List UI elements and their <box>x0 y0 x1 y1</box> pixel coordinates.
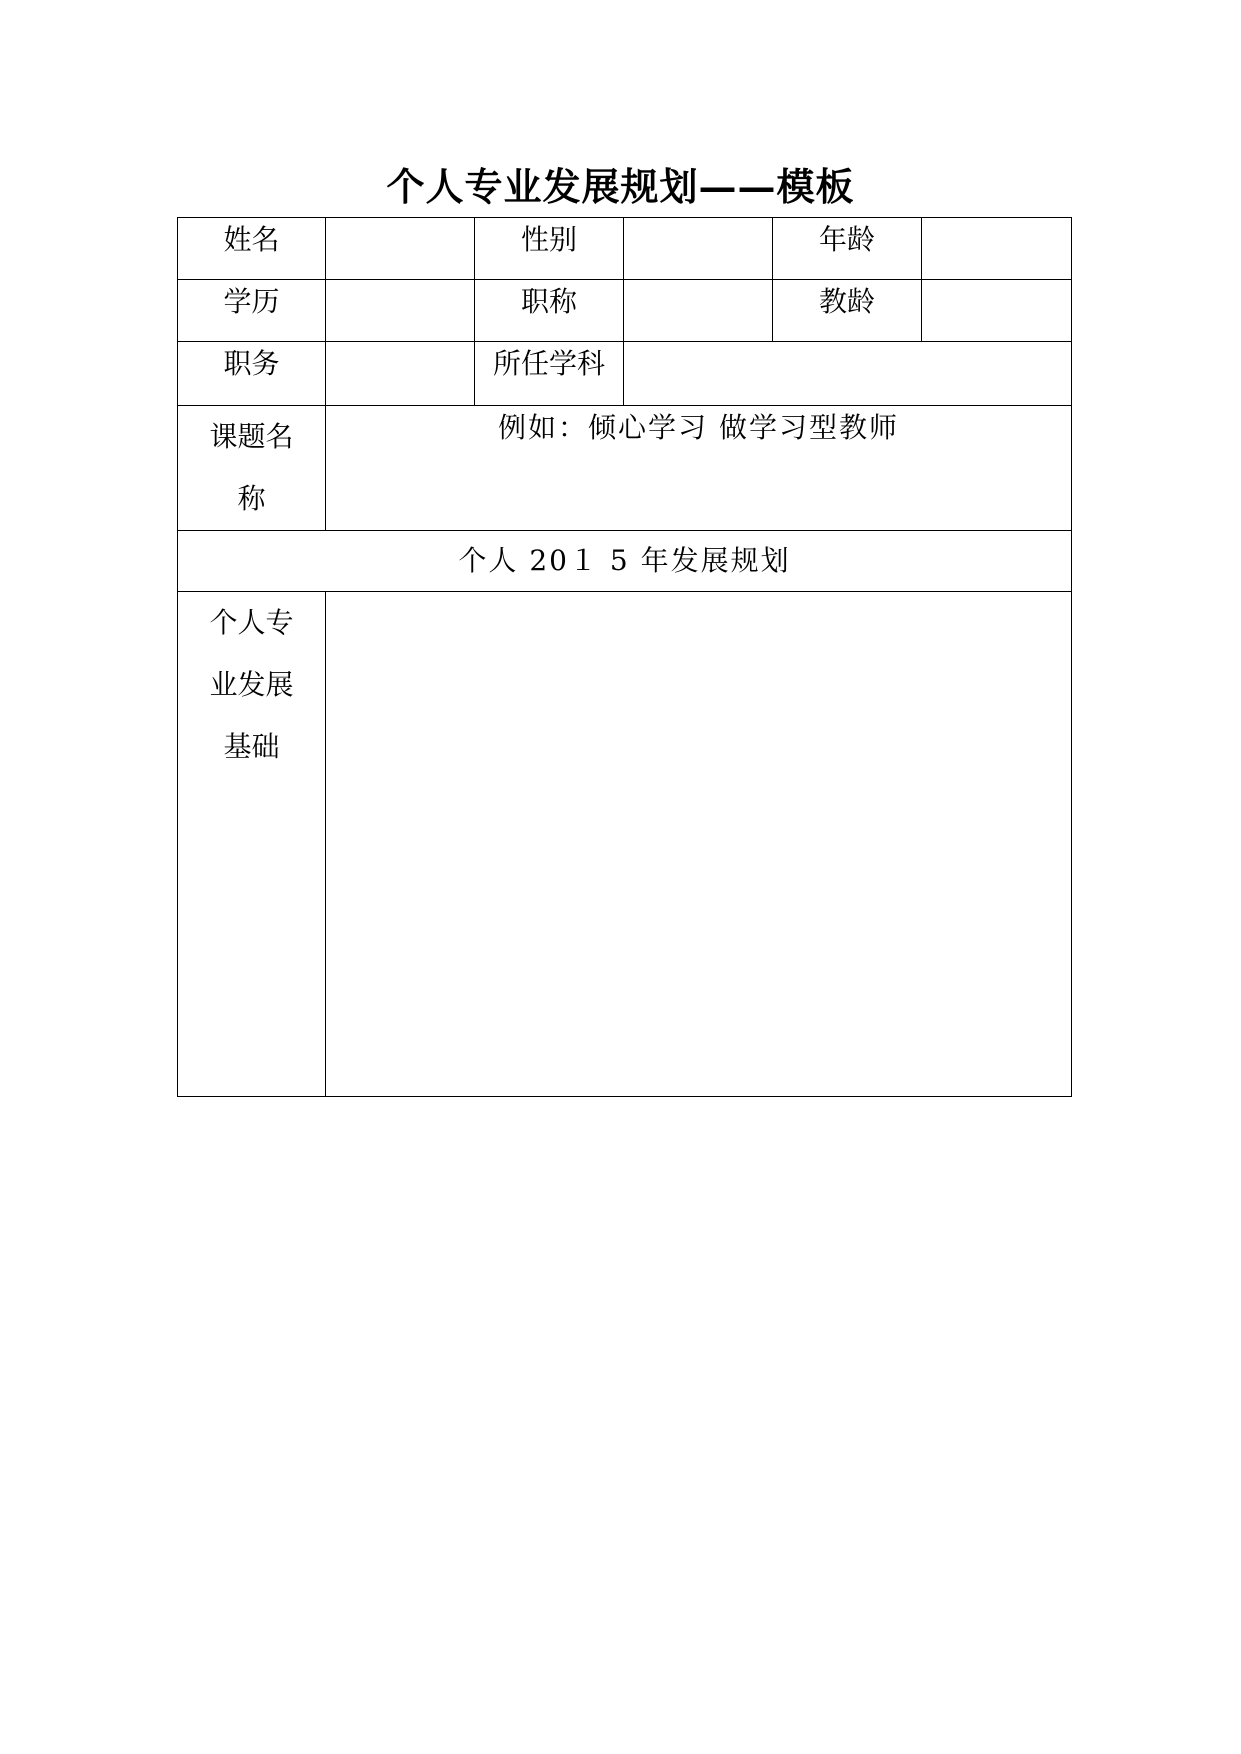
position-label: 职务 <box>178 342 326 406</box>
teaching-age-field[interactable] <box>922 280 1072 342</box>
topic-label-line2: 称 <box>237 482 266 515</box>
gender-label: 性别 <box>475 218 624 280</box>
page-title: 个人专业发展规划——模板 <box>386 164 855 209</box>
education-label: 学历 <box>178 280 326 342</box>
basis-label-line2: 业发展 <box>209 668 294 701</box>
education-field[interactable] <box>326 280 475 342</box>
subject-field[interactable] <box>624 342 1072 406</box>
age-field[interactable] <box>922 218 1072 280</box>
basis-field[interactable] <box>326 592 1072 1097</box>
teaching-age-label: 教龄 <box>773 280 922 342</box>
plan-form-table <box>177 217 1072 1097</box>
professional-title-field[interactable] <box>624 280 773 342</box>
section-title <box>178 531 1072 592</box>
age-label: 年龄 <box>773 218 922 280</box>
professional-title-label: 职称 <box>475 280 624 342</box>
name-field[interactable] <box>326 218 475 280</box>
topic-field[interactable] <box>326 406 1072 531</box>
topic-label-line1: 课题名 <box>209 420 294 453</box>
topic-label <box>178 406 326 531</box>
topic-example-text: 例如：倾心学习 做学习型教师 <box>498 411 899 444</box>
subject-label: 所任学科 <box>475 342 624 406</box>
name-label: 姓名 <box>178 218 326 280</box>
basis-label <box>178 592 326 1097</box>
basis-label-line1: 个人专 <box>209 606 294 639</box>
basis-label-line3: 基础 <box>223 730 280 763</box>
gender-field[interactable] <box>624 218 773 280</box>
position-field[interactable] <box>326 342 475 406</box>
section-title-text: 个人 20１ 5 年发展规划 <box>458 544 791 577</box>
